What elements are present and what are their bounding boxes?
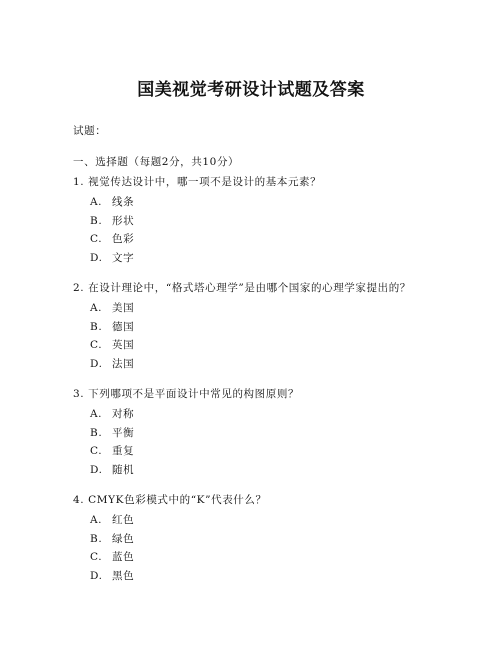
question-4-option-d bbox=[90, 569, 134, 583]
option-text: 法国 bbox=[112, 358, 135, 370]
option-text: 对称 bbox=[112, 408, 135, 420]
question-1-option-b bbox=[90, 214, 134, 228]
question-2-stem: 2. 在设计理论中，“格式塔心理学”是由哪个国家的心理学家提出的？ bbox=[73, 282, 411, 294]
document-title: 国美视觉考研设计试题及答案 bbox=[137, 80, 365, 100]
question-4-option-c bbox=[90, 550, 134, 564]
option-text: 绿色 bbox=[112, 533, 135, 545]
question-1-stem: 1. 视觉传达设计中，哪一项不是设计的基本元素？ bbox=[73, 176, 322, 188]
option-letter: B. bbox=[90, 533, 103, 545]
option-text: 随机 bbox=[112, 464, 135, 476]
question-2-option-a bbox=[90, 301, 134, 315]
option-letter: A. bbox=[90, 408, 103, 420]
option-letter: B. bbox=[90, 321, 103, 333]
section-heading: 一、选择题（每题2分，共10分） bbox=[73, 156, 240, 168]
question-4-option-b bbox=[90, 532, 134, 546]
option-letter: D. bbox=[90, 358, 103, 370]
option-letter: C. bbox=[90, 233, 103, 245]
option-text: 重复 bbox=[112, 445, 135, 457]
question-1-option-c bbox=[90, 232, 134, 246]
questions-label: 试题： bbox=[73, 125, 107, 137]
question-3-stem: 3. 下列哪项不是平面设计中常见的构图原则？ bbox=[73, 388, 300, 400]
option-letter: A. bbox=[90, 514, 103, 526]
option-letter: B. bbox=[90, 427, 103, 439]
option-letter: D. bbox=[90, 252, 103, 264]
option-letter: D. bbox=[90, 464, 103, 476]
question-1-option-a bbox=[90, 195, 134, 209]
option-letter: B. bbox=[90, 215, 103, 227]
option-text: 红色 bbox=[112, 514, 135, 526]
question-2-option-d bbox=[90, 357, 134, 371]
option-text: 德国 bbox=[112, 321, 135, 333]
question-3-option-c bbox=[90, 444, 134, 458]
option-text: 线条 bbox=[112, 196, 135, 208]
option-letter: C. bbox=[90, 339, 103, 351]
option-text: 蓝色 bbox=[112, 551, 135, 563]
question-2-option-b bbox=[90, 320, 134, 334]
option-text: 黑色 bbox=[112, 570, 135, 582]
question-4-option-a bbox=[90, 513, 134, 527]
option-text: 平衡 bbox=[112, 427, 135, 439]
option-letter: C. bbox=[90, 551, 103, 563]
option-letter: D. bbox=[90, 570, 103, 582]
question-3-option-b bbox=[90, 426, 134, 440]
option-text: 英国 bbox=[112, 339, 135, 351]
option-text: 形状 bbox=[112, 215, 135, 227]
option-letter: C. bbox=[90, 445, 103, 457]
question-4-stem: 4. CMYK色彩模式中的“K”代表什么？ bbox=[73, 494, 267, 506]
question-2-option-c bbox=[90, 338, 134, 352]
question-3-option-a bbox=[90, 407, 134, 421]
question-1-option-d bbox=[90, 251, 134, 265]
option-text: 色彩 bbox=[112, 233, 135, 245]
question-3-option-d bbox=[90, 463, 134, 477]
option-text: 文字 bbox=[112, 252, 135, 264]
option-text: 美国 bbox=[112, 302, 135, 314]
option-letter: A. bbox=[90, 196, 103, 208]
option-letter: A. bbox=[90, 302, 103, 314]
